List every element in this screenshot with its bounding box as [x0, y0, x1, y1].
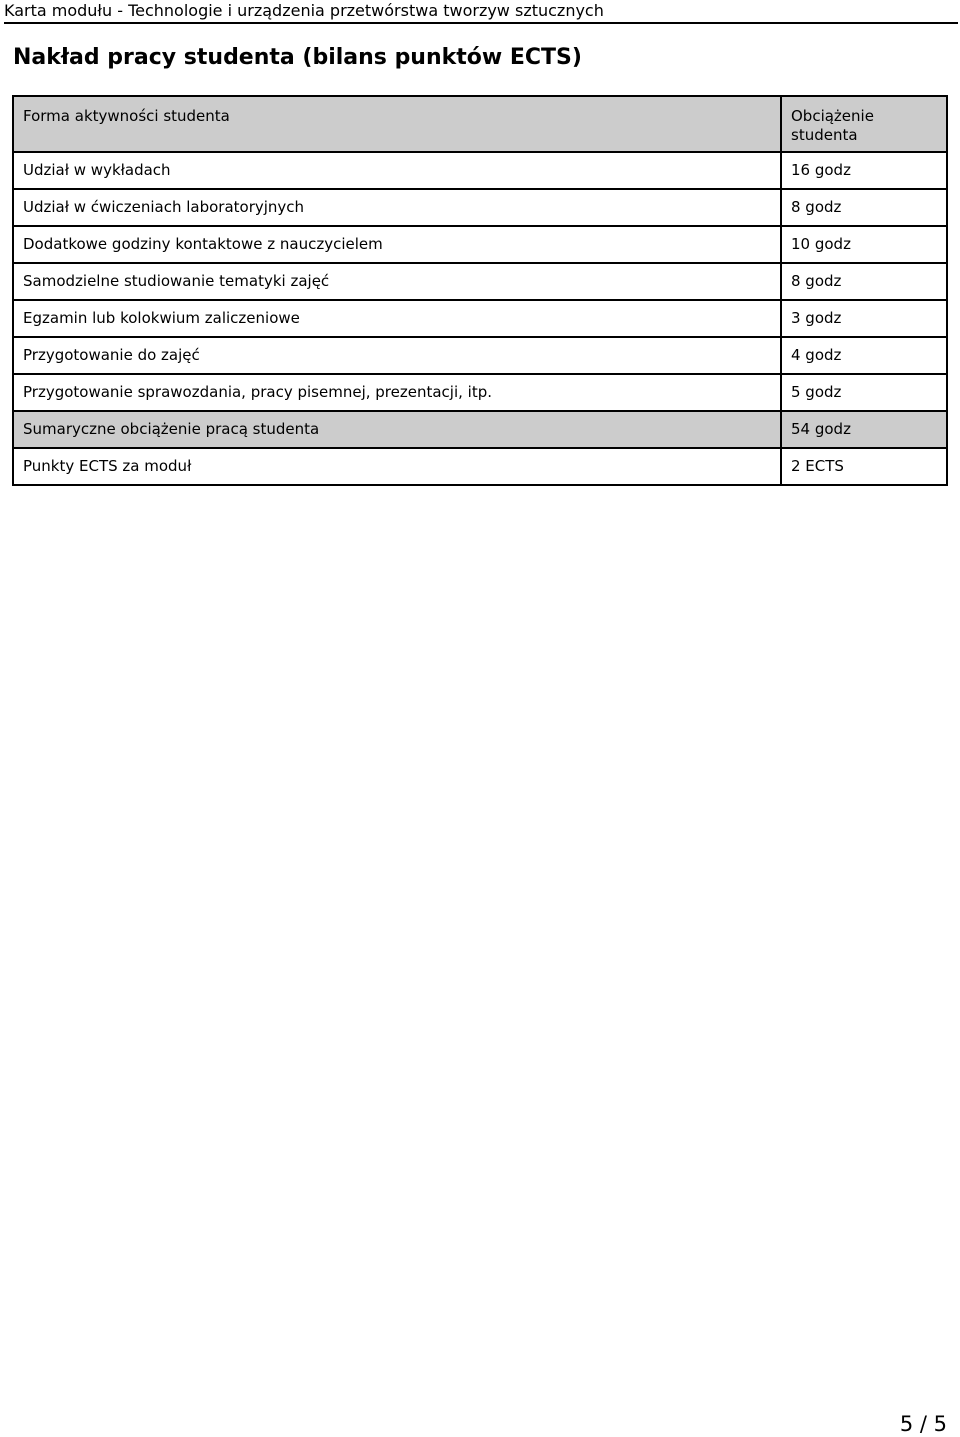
ects-points-label: Punkty ECTS za moduł	[13, 448, 781, 485]
load-cell: 8 godz	[781, 263, 947, 300]
total-workload-row	[13, 411, 947, 448]
page-number: 5 / 5	[899, 1412, 947, 1436]
table-row	[13, 300, 947, 337]
page-header-title: Karta modułu - Technologie i urządzenia przetwórstwa tworzyw sztucznych	[4, 1, 604, 20]
load-cell: 3 godz	[781, 300, 947, 337]
table-row	[13, 152, 947, 189]
activity-cell: Egzamin lub kolokwium zaliczeniowe	[13, 300, 781, 337]
activity-cell: Samodzielne studiowanie tematyki zajęć	[13, 263, 781, 300]
table-row	[13, 189, 947, 226]
activity-cell: Przygotowanie do zajęć	[13, 337, 781, 374]
table-row	[13, 226, 947, 263]
table-row	[13, 263, 947, 300]
ects-points-value: 2 ECTS	[781, 448, 947, 485]
ects-points-row	[13, 448, 947, 485]
load-cell: 4 godz	[781, 337, 947, 374]
activity-cell: Udział w ćwiczeniach laboratoryjnych	[13, 189, 781, 226]
load-cell: 16 godz	[781, 152, 947, 189]
page-header	[4, 0, 958, 24]
total-workload-value: 54 godz	[781, 411, 947, 448]
column-header-activity: Forma aktywności studenta	[13, 96, 781, 152]
table-header-row	[13, 96, 947, 152]
ects-workload-table	[12, 95, 948, 486]
section-title: Nakład pracy studenta (bilans punktów ECTS)	[13, 45, 582, 70]
load-cell: 5 godz	[781, 374, 947, 411]
total-workload-label: Sumaryczne obciążenie pracą studenta	[13, 411, 781, 448]
table-row	[13, 374, 947, 411]
activity-cell: Dodatkowe godziny kontaktowe z nauczycielem	[13, 226, 781, 263]
activity-cell: Udział w wykładach	[13, 152, 781, 189]
load-cell: 8 godz	[781, 189, 947, 226]
load-cell: 10 godz	[781, 226, 947, 263]
column-header-load: Obciążenie studenta	[781, 96, 947, 152]
table-row	[13, 337, 947, 374]
activity-cell: Przygotowanie sprawozdania, pracy pisemnej, prezentacji, itp.	[13, 374, 781, 411]
